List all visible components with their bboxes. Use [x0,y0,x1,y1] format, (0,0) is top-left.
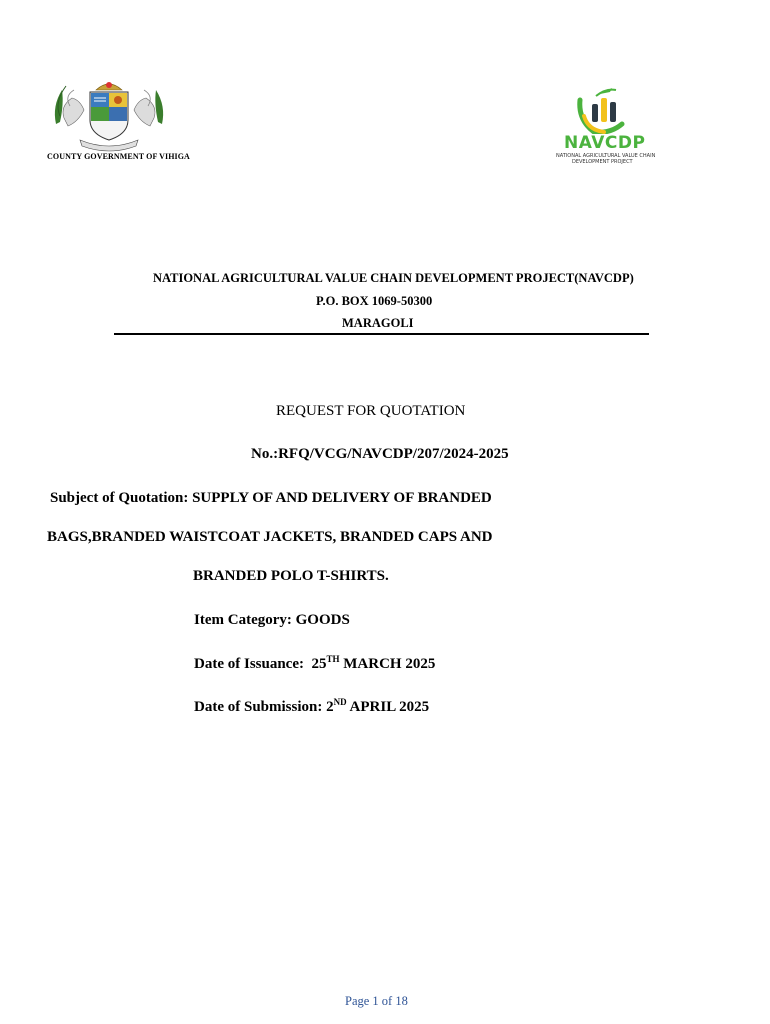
town: MARAGOLI [342,316,414,330]
po-box: P.O. BOX 1069-50300 [316,294,433,308]
navcdp-logo-tagline: NATIONAL AGRICULTURAL VALUE CHAIN [556,153,656,159]
subject-line-2: BAGS,BRANDED WAISTCOAT JACKETS, BRANDED CAPS AND [47,529,493,545]
header-divider [114,333,649,335]
submission-label: Date of Submission: [194,699,323,715]
rfq-number: No.:RFQ/VCG/NAVCDP/207/2024-2025 [251,446,509,462]
item-category [194,612,350,629]
issuance-label: Date of Issuance: [194,656,304,672]
subject-text-1: SUPPLY OF AND DELIVERY OF BRANDED [192,490,492,506]
rfq-title: REQUEST FOR QUOTATION [276,403,466,419]
issuance-month-year: MARCH 2025 [343,656,436,672]
county-caption: COUNTY GOVERNMENT OF VIHIGA [47,152,190,161]
submission-day-suffix: ND [333,697,347,707]
issuance-day-suffix: TH [326,654,340,664]
project-title: NATIONAL AGRICULTURAL VALUE CHAIN DEVELOPMENT PROJECT(NAVCDP) [153,271,634,285]
navcdp-logo-wordmark: NAVCDP [564,133,646,153]
page-number: Page 1 of 18 [345,994,408,1008]
subject-line-1 [50,490,492,507]
date-of-issuance [194,656,435,673]
submission-day: 2 [326,699,334,715]
issuance-day: 25 [311,656,327,672]
submission-month-year: APRIL 2025 [349,699,430,715]
item-category-label: Item Category: [194,612,292,628]
navcdp-logo-mark [576,86,632,134]
item-category-value: GOODS [295,612,350,628]
subject-line-3: BRANDED POLO T-SHIRTS. [193,568,389,584]
subject-label: Subject of Quotation: [50,490,189,506]
county-coat-of-arms [50,76,168,154]
navcdp-logo-tagline-2: DEVELOPMENT PROJECT [572,159,633,165]
date-of-submission [194,699,429,716]
